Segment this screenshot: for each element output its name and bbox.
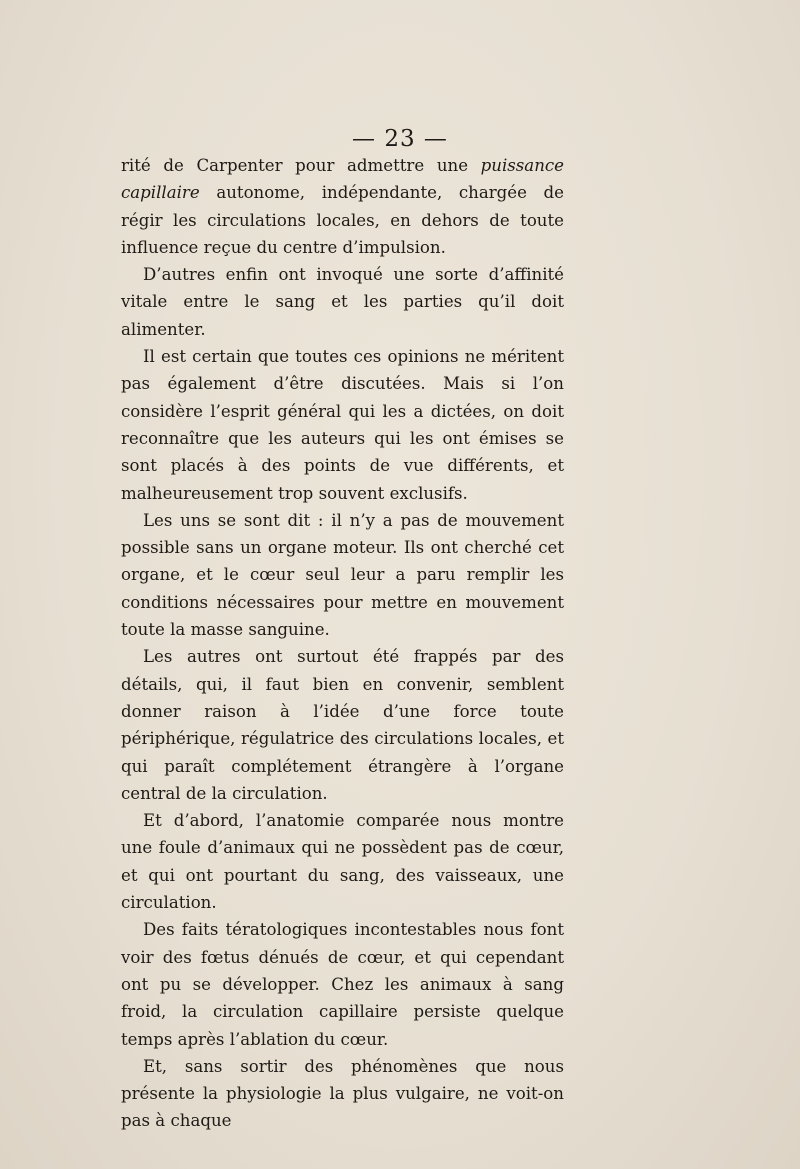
body-text <box>121 152 564 1135</box>
paragraph-8: Et, sans sortir des phénomènes que nous présente la physiologie la plus vulgaire, ne voit-on pas à chaque <box>121 1056 564 1131</box>
paragraph-4: Les uns se sont dit : il n’y a pas de mouvement possible sans un organe moteur. Ils ont cherché cet organe, et le cœur seul leur a paru remplir les conditions nécessaires pour mettre en mouvement toute la masse sanguine. <box>121 510 564 640</box>
page-number: — 23 — <box>352 126 448 152</box>
paragraph-1 <box>121 152 564 261</box>
paragraph-7: Des faits tératologiques incontestables nous font voir des fœtus dénués de cœur, et qui cependant ont pu se développer. Chez les animaux à sang froid, la circulation capillaire persiste quelque temps après l’ablation du cœur. <box>121 920 564 1049</box>
paragraph-6: Et d’abord, l’anatomie comparée nous montre une foule d’animaux qui ne possèdent pas de cœur, et qui ont pourtant du sang, des vaisseaux, une circulation. <box>121 811 564 913</box>
paragraph-3: Il est certain que toutes ces opinions ne méritent pas également d’être discutées. Mais si l’on considère l’esprit général qui les a dictées, on doit reconnaître que les auteurs qui les ont émises se sont placés à des points de vue différents, et malheureusement trop souvent exclusifs. <box>121 347 564 503</box>
paragraph-1-text-b: autonome, indépendante, chargée de régir les circulations locales, en dehors de toute influence reçue du centre d’impulsion. <box>121 183 564 257</box>
paragraph-2: D’autres enfin ont invoqué une sorte d’affinité vitale entre le sang et les parties qu’il doit alimenter. <box>121 265 564 339</box>
paragraph-1-text-a: rité de Carpenter pour admettre une <box>121 156 481 175</box>
paragraph-5: Les autres ont surtout été frappés par des détails, qui, il faut bien en convenir, semblent donner raison à l’idée d’une force toute périphérique, régulatrice des circulations locales, et qui paraît complétement étrangère à l’organe central de la circulation. <box>121 647 564 803</box>
paragraph-1-emphasis: puissance capillaire <box>121 156 564 203</box>
